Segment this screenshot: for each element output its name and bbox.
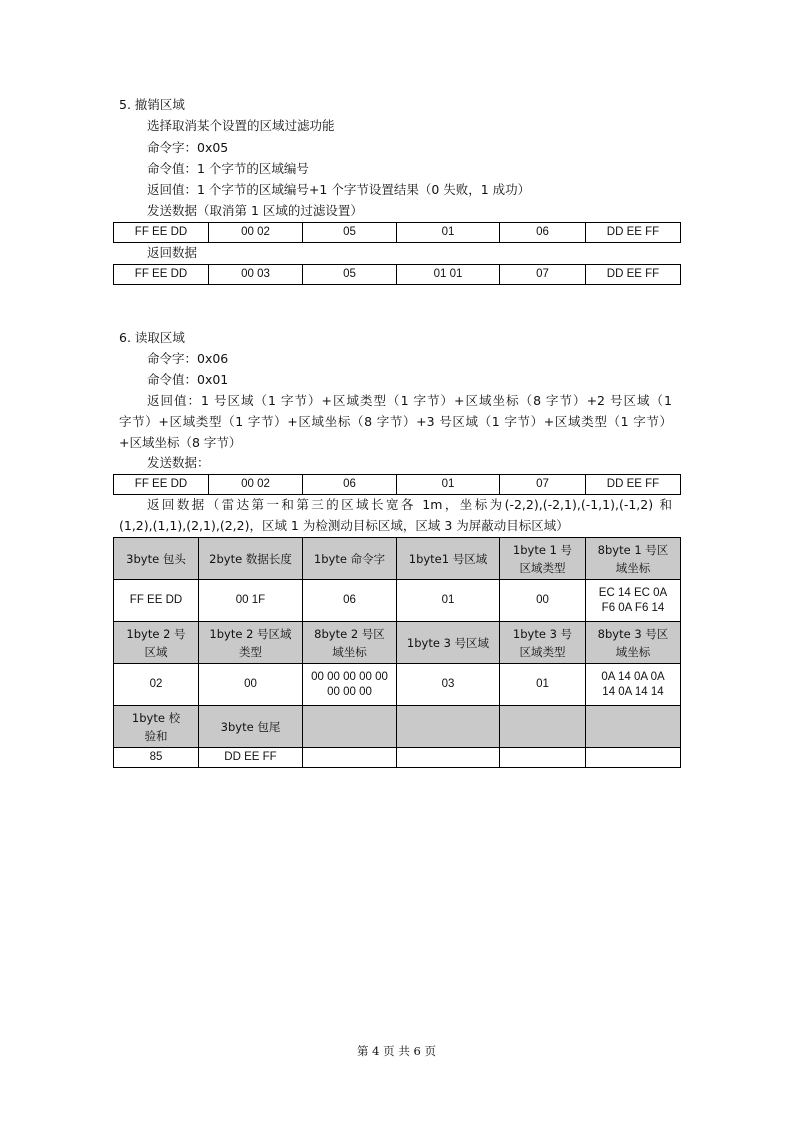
section5-send-label: 发送数据（取消第 1 区域的过滤设置） xyxy=(147,203,363,218)
table-cell: 01 xyxy=(397,475,500,495)
table-header-row xyxy=(114,622,681,664)
section5-command-value: 命令值：1 个字节的区域编号 xyxy=(147,161,309,176)
table-cell: 02 xyxy=(114,664,199,706)
table-cell: 03 xyxy=(397,664,500,706)
table-cell: EC 14 EC 0A F6 0A F6 14 xyxy=(586,580,681,622)
table-header-cell xyxy=(303,706,397,748)
section6-return-table xyxy=(113,537,681,768)
section5-description: 选择取消某个设置的区域过滤功能 xyxy=(147,118,335,133)
table-row xyxy=(114,223,681,243)
table-header-cell: 8byte 3 号区 域坐标 xyxy=(586,622,681,664)
section6-send-label: 发送数据： xyxy=(147,455,210,470)
section6-return-value-line1: 返回值：1 号区域（1 字节）+区域类型（1 字节）+区域坐标（8 字节）+2 号区域（1 xyxy=(147,393,672,408)
table-cell: 06 xyxy=(303,580,397,622)
table-cell xyxy=(500,748,586,768)
table-header-cell: 1byte1 号区域 xyxy=(397,538,500,580)
table-cell: 05 xyxy=(303,265,397,285)
table-cell: 01 01 xyxy=(397,265,500,285)
table-cell: 07 xyxy=(500,265,586,285)
table-header-cell xyxy=(586,706,681,748)
table-cell: FF EE DD xyxy=(114,265,209,285)
table-cell: DD EE FF xyxy=(586,265,681,285)
table-cell: 00 02 xyxy=(209,475,303,495)
table-header-cell: 1byte 命令字 xyxy=(303,538,397,580)
section5-return-value: 返回值：1 个字节的区域编号+1 个字节设置结果（0 失败，1 成功） xyxy=(147,182,531,197)
table-cell: FF EE DD xyxy=(114,223,209,243)
section6-return-value-line2: 字节）+区域类型（1 字节）+区域坐标（8 字节）+3 号区域（1 字节）+区域类型（1 字节） xyxy=(119,414,672,429)
table-cell: 01 xyxy=(397,223,500,243)
table-cell: 00 xyxy=(500,580,586,622)
table-row xyxy=(114,580,681,622)
section6-heading: 6. 读取区域 xyxy=(119,330,185,345)
table-header-row xyxy=(114,538,681,580)
section6-return-desc-line2: (1,2),(1,1),(2,1),(2,2)，区域 1 为检测动目标区域，区域 3 为屏蔽动目标区域） xyxy=(119,518,569,533)
table-header-cell: 1byte 2 号区域 类型 xyxy=(199,622,303,664)
table-row xyxy=(114,664,681,706)
table-cell: 00 03 xyxy=(209,265,303,285)
table-header-cell: 3byte 包尾 xyxy=(199,706,303,748)
section5-return-table xyxy=(113,264,681,285)
table-header-cell: 3byte 包头 xyxy=(114,538,199,580)
table-header-cell xyxy=(500,706,586,748)
table-cell: 06 xyxy=(500,223,586,243)
table-cell: 01 xyxy=(397,580,500,622)
table-cell: DD EE FF xyxy=(586,475,681,495)
table-cell: 0A 14 0A 0A 14 0A 14 14 xyxy=(586,664,681,706)
section6-command-value: 命令值：0x01 xyxy=(147,372,229,387)
table-header-cell: 8byte 2 号区 域坐标 xyxy=(303,622,397,664)
table-cell xyxy=(303,748,397,768)
table-cell: FF EE DD xyxy=(114,475,209,495)
table-header-cell: 2byte 数据长度 xyxy=(199,538,303,580)
section6-return-desc-line1: 返回数据（雷达第一和第三的区域长宽各 1m，坐标为(-2,2),(-2,1),(-1,1),(-1,2) 和 xyxy=(147,497,672,512)
table-cell: 06 xyxy=(303,475,397,495)
table-cell: 05 xyxy=(303,223,397,243)
page-footer: 第 4 页 共 6 页 xyxy=(357,1044,436,1058)
table-header-cell: 1byte 2 号 区域 xyxy=(114,622,199,664)
table-cell: FF EE DD xyxy=(114,580,199,622)
section5-send-table xyxy=(113,222,681,243)
section5-command-word: 命令字：0x05 xyxy=(147,140,229,155)
table-row xyxy=(114,475,681,495)
table-header-cell xyxy=(397,706,500,748)
table-header-cell: 8byte 1 号区 域坐标 xyxy=(586,538,681,580)
table-cell: DD EE FF xyxy=(199,748,303,768)
table-cell: 85 xyxy=(114,748,199,768)
table-cell: DD EE FF xyxy=(586,223,681,243)
table-cell: 00 xyxy=(199,664,303,706)
section6-send-table xyxy=(113,474,681,495)
table-header-cell: 1byte 1 号 区域类型 xyxy=(500,538,586,580)
table-cell: 00 1F xyxy=(199,580,303,622)
table-header-cell: 1byte 校 验和 xyxy=(114,706,199,748)
table-cell: 00 02 xyxy=(209,223,303,243)
table-header-cell: 1byte 3 号 区域类型 xyxy=(500,622,586,664)
section5-return-label: 返回数据 xyxy=(147,245,198,260)
table-cell xyxy=(397,748,500,768)
table-cell: 00 00 00 00 00 00 00 00 xyxy=(303,664,397,706)
table-header-cell: 1byte 3 号区域 xyxy=(397,622,500,664)
section6-command-word: 命令字：0x06 xyxy=(147,351,229,366)
table-row xyxy=(114,265,681,285)
table-cell xyxy=(586,748,681,768)
section5-heading: 5. 撤销区域 xyxy=(119,97,185,112)
table-cell: 07 xyxy=(500,475,586,495)
table-header-row xyxy=(114,706,681,748)
table-row xyxy=(114,748,681,768)
section6-return-value-line3: +区域坐标（8 字节） xyxy=(119,435,242,450)
table-cell: 01 xyxy=(500,664,586,706)
